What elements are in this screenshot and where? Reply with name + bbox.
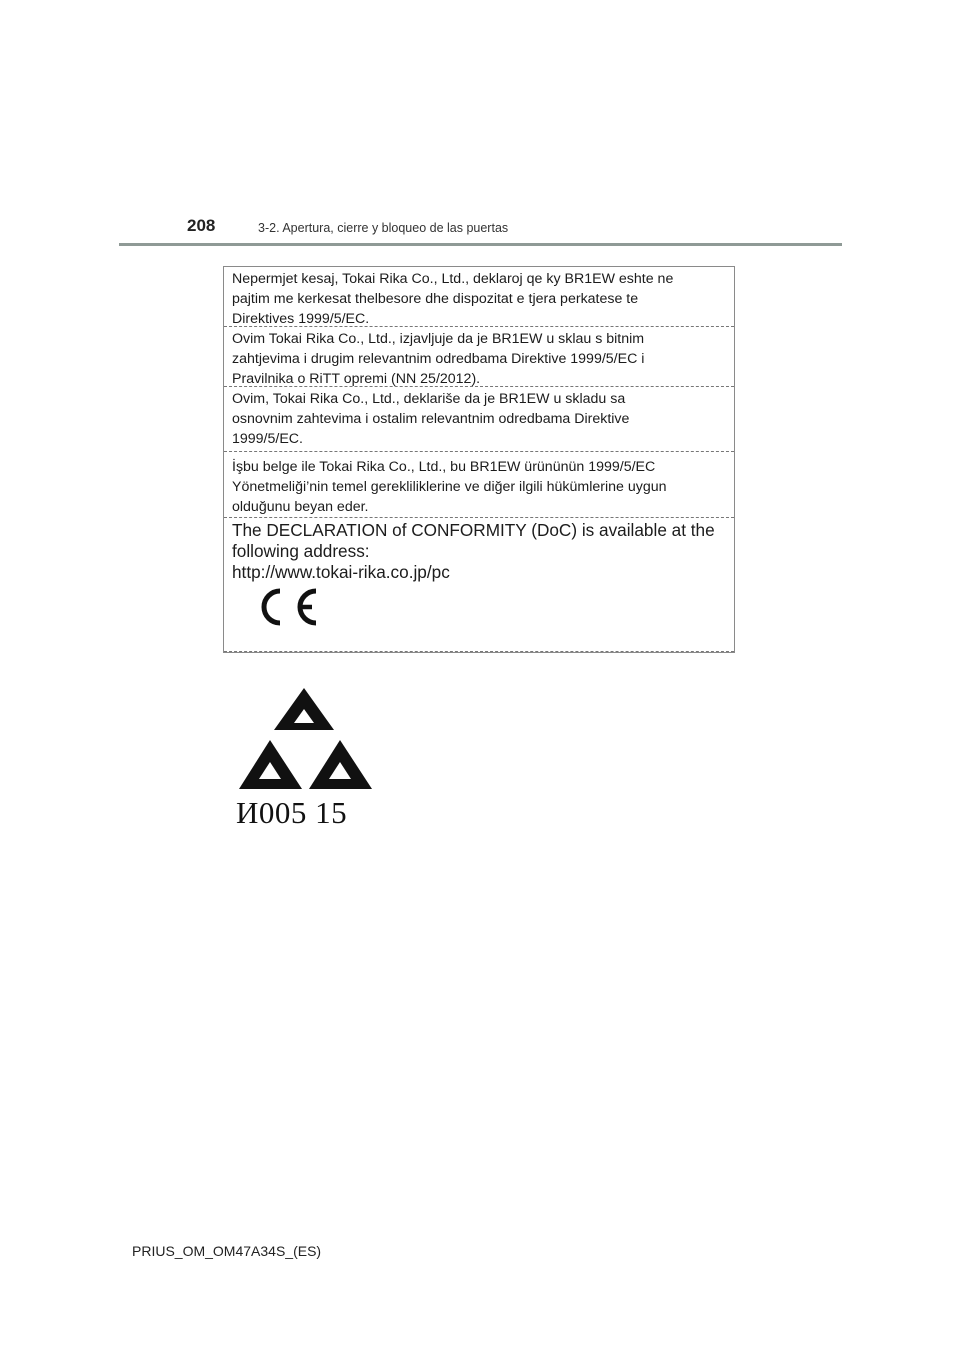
conformity-line: following address: xyxy=(232,541,370,561)
decl-line: Direktives 1999/5/EC. xyxy=(232,311,370,327)
decl-line: Ovim, Tokai Rika Co., Ltd., deklariše da je BR1EW u skladu sa xyxy=(232,391,626,407)
certification-code: И005 15 xyxy=(236,795,348,830)
ce-mark-icon xyxy=(254,585,324,629)
box-bottom-rule xyxy=(224,651,734,652)
decl-line: osnovnim zahtevima i ostalim relevantnim odredbama Direktive xyxy=(232,411,630,427)
declaration-albanian xyxy=(224,269,734,327)
decl-line: Ovim Tokai Rika Co., Ltd., izjavljuje da je BR1EW u sklau s bitnim xyxy=(232,331,645,347)
decl-line: Nepermjet kesaj, Tokai Rika Co., Ltd., deklaroj qe ky BR1EW eshte ne xyxy=(232,271,674,287)
conformity-url: http://www.tokai-rika.co.jp/pc xyxy=(232,562,450,582)
decl-line: İşbu belge ile Tokai Rika Co., Ltd., bu BR1EW ürününün 1999/5/EC xyxy=(232,459,656,475)
triangle-certification-icon xyxy=(236,683,376,793)
page-number: 208 xyxy=(187,216,216,235)
decl-line: 1999/5/EC. xyxy=(232,431,303,447)
footer-doc-code: PRIUS_OM_OM47A34S_(ES) xyxy=(132,1243,322,1259)
decl-line: zahtjevima i drugim relevantnim odredbama Direktive 1999/5/EC i xyxy=(232,351,645,367)
declaration-croatian xyxy=(224,327,734,387)
conformity-line: The DECLARATION of CONFORMITY (DoC) is available at the xyxy=(232,520,715,540)
decl-line: Yönetmeliği’nin temel gerekliliklerine ve diğer ilgili hükümlerine uygun xyxy=(232,479,667,495)
header-rule xyxy=(119,243,842,246)
declaration-conformity xyxy=(224,518,734,588)
declaration-serbian xyxy=(224,387,734,452)
decl-line: olduğunu beyan eder. xyxy=(232,499,369,515)
declaration-box xyxy=(223,266,735,653)
section-title: 3-2. Apertura, cierre y bloqueo de las puertas xyxy=(258,221,509,235)
decl-line: pajtim me kerkesat thelbesore dhe dispozitat e tjera perkatese te xyxy=(232,291,639,307)
decl-line: Pravilnika o RiTT opremi (NN 25/2012). xyxy=(232,371,481,387)
declaration-turkish xyxy=(224,452,734,518)
